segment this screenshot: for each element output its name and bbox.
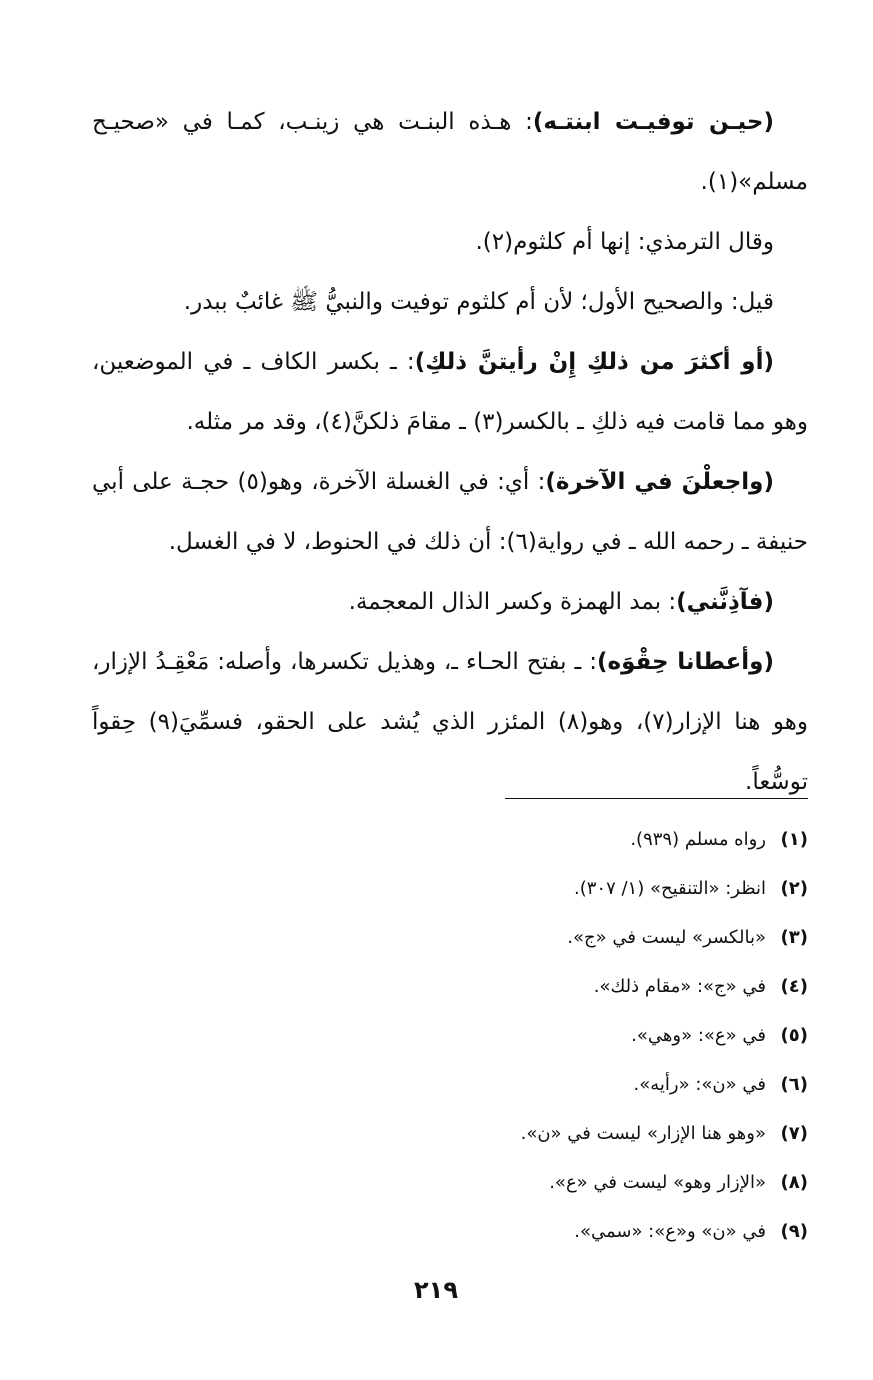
quoted-phrase: (حيـن توفيـت ابنتـه) [532,109,774,135]
footnote-number: (١) [780,829,808,850]
footnote-text: في «ن» و«ع»: «سمي». [574,1221,766,1242]
quoted-phrase: (أو أكثرَ من ذلكِ إِنْ رأيتنَّ ذلكِ) [414,349,774,375]
footnote-number: (٨) [780,1172,808,1193]
paragraph [92,332,808,452]
commentary-text: : بمد الهمزة وكسر الذال المعجمة. [348,589,677,615]
footnote [300,1060,808,1109]
commentary-text: وقال الترمذي: إنها أم كلثوم(٢). [475,229,774,255]
footnote-number: (٥) [780,1025,808,1046]
footnotes [300,815,808,1256]
footnote [300,962,808,1011]
footnote [300,1011,808,1060]
main-text [92,92,808,812]
footnote-separator [505,798,808,799]
commentary-text: قيل: والصحيح الأول؛ لأن أم كلثوم توفيت والنبيُّ ﷺ غائبٌ ببدر. [183,289,774,315]
footnote [300,1158,808,1207]
footnote-text: رواه مسلم (٩٣٩). [630,829,766,850]
footnote-text: في «ن»: «رأيه». [633,1074,766,1095]
footnote [300,1109,808,1158]
paragraph [92,212,808,272]
footnote-text: في «ع»: «وهي». [631,1025,766,1046]
quoted-phrase: (واجعلْنَ في الآخرة) [545,469,774,495]
footnote-number: (٣) [780,927,808,948]
commentary-text: : ـ بفتح الحـاء ـ، وهذيل تكسرها، وأصله: مَعْقِـدُ الإزار، وهو هنا الإزار(٧)، وهو(٨) المئزر الذي يُشد على الحقو، فسمِّيَ(٩) حِقواً توسُّعاً. [92,649,808,795]
paragraph [92,272,808,332]
footnote-number: (٤) [780,976,808,997]
page-number: ٢١٩ [414,1276,458,1304]
footnote [300,1207,808,1256]
footnote-text: «الإزار وهو» ليست في «ع». [549,1172,766,1193]
paragraph [92,452,808,572]
footnote-text: «بالكسر» ليست في «ج». [567,927,766,948]
footnote-text: «وهو هنا الإزار» ليست في «ن». [520,1123,766,1144]
paragraph [92,632,808,812]
footnote-number: (٢) [780,878,808,899]
footnote [300,815,808,864]
footnote-text: انظر: «التنقيح» (١/ ٣٠٧). [573,878,766,899]
footnote [300,864,808,913]
footnote-number: (٧) [780,1123,808,1144]
footnote [300,913,808,962]
quoted-phrase: (فآذِنَّني) [676,589,774,615]
quoted-phrase: (وأعطانا حِقْوَه) [596,649,774,675]
paragraph [92,572,808,632]
footnote-text: في «ج»: «مقام ذلك». [593,976,766,997]
commentary-text: : ـ بكسر الكاف ـ في الموضعين، وهو مما قامت فيه ذلكِ ـ بالكسر(٣) ـ مقامَ ذلكنَّ(٤)، وقد مر مثله. [92,349,808,435]
commentary-text: : أي: في الغسلة الآخرة، وهو(٥) حجـة على أبي حنيفة ـ رحمه الله ـ في رواية(٦): أن ذلك في الحنوط، لا في الغسل. [92,469,808,555]
footnote-number: (٩) [780,1221,808,1242]
footnote-number: (٦) [780,1074,808,1095]
paragraph [92,92,808,212]
commentary-text: : هـذه البنـت هي زينـب، كمـا في «صحيـح مسلم»(١). [92,109,808,195]
